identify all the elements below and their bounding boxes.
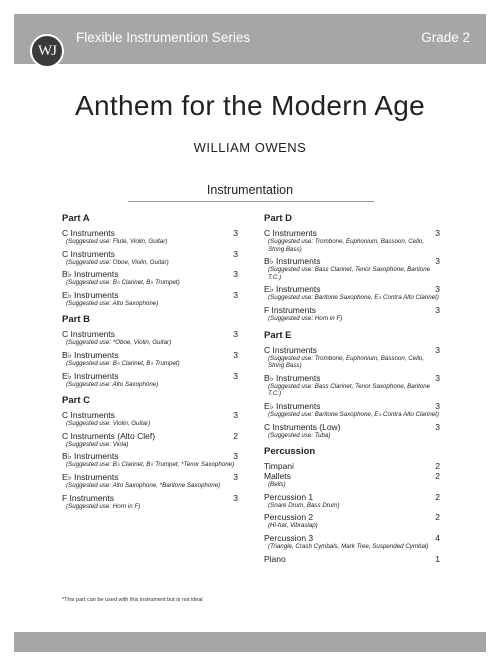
footer-bar [14, 632, 486, 652]
instrument-count: 3 [233, 269, 238, 280]
instrument-name: C Instruments [264, 228, 317, 238]
instrument-name: B♭ Instruments [62, 269, 119, 280]
instrument-count: 3 [435, 421, 440, 432]
suggested-use: (Suggested use: Bass Clarinet, Tenor Saxophone, Baritone T.C.) [268, 382, 431, 398]
grade-label: Grade 2 [421, 30, 470, 45]
instrument-count: 3 [435, 284, 440, 295]
instrument-entry [264, 256, 440, 266]
instrument-name: B♭ Instruments [62, 451, 119, 462]
suggested-use: (Suggested use: Alto Saxophone, *Baritone Saxophone) [66, 481, 221, 489]
instrument-name: C Instruments (Low) [264, 421, 341, 432]
instrument-count: 2 [233, 430, 238, 441]
instrument-name: E♭ Instruments [62, 471, 119, 482]
suggested-use: (Suggested use: B♭ Clarinet, B♭ Trumpet) [66, 279, 180, 287]
instrument-count: 3 [233, 471, 238, 482]
part-title: Part D [264, 213, 292, 224]
instrument-name: C Instruments [62, 329, 115, 340]
instrument-count: 3 [435, 344, 440, 355]
instrument-count: 3 [233, 370, 238, 381]
instrument-name: Piano [264, 553, 286, 564]
instrument-entry [264, 401, 440, 411]
instrument-entry [62, 493, 238, 503]
instrument-count: 3 [233, 289, 238, 300]
suggested-use: (Suggested use: Alto Saxophone) [66, 299, 159, 307]
instrument-name: Timpani [264, 461, 294, 472]
part-section [264, 446, 440, 563]
suggested-use: (Suggested use: *Oboe, Violin, Guitar) [66, 339, 172, 347]
instrument-entry [62, 228, 238, 238]
instrument-count: 2 [435, 461, 440, 472]
instrument-entry [62, 431, 238, 441]
instrument-entry [62, 350, 238, 360]
instrument-name: B♭ Instruments [264, 372, 321, 383]
part-title: Part C [62, 395, 90, 407]
part-title: Part E [264, 329, 292, 341]
instrument-entry [264, 422, 440, 432]
instrument-count: 3 [435, 400, 440, 411]
instrument-name: Mallets [264, 471, 291, 482]
instrument-entry [62, 249, 238, 259]
instrument-entry [264, 305, 440, 315]
suggested-use: (Bells) [268, 481, 286, 489]
suggested-use: (Suggested use: Horn in F) [268, 314, 343, 322]
suggested-use: (Suggested use: Bass Clarinet, Tenor Saxophone, Baritone T.C.) [268, 266, 431, 281]
instrument-name: E♭ Instruments [264, 400, 321, 411]
instrument-entry [264, 492, 440, 502]
instrument-count: 3 [435, 372, 440, 383]
instrument-entry [264, 471, 440, 481]
part-section [62, 213, 238, 307]
series-name: Flexible Instrumention Series [76, 30, 251, 45]
instrument-name: E♭ Instruments [62, 370, 119, 381]
instrument-count: 3 [233, 349, 238, 360]
instrument-entry [62, 290, 238, 300]
instrument-entry [62, 451, 238, 461]
instrument-entry [264, 533, 440, 543]
footnote: *This part can be used with this instrument but is not ideal [62, 597, 203, 603]
part-section [62, 395, 238, 510]
suggested-use: (Suggested use: Baritone Saxophone, E♭ Contra Alto Clarinet) [268, 410, 439, 418]
part-title: Part A [62, 213, 90, 224]
composer-name: WILLIAM OWENS [193, 140, 307, 155]
suggested-use: (Suggested use: Viola) [66, 440, 129, 448]
instrument-entry [264, 554, 440, 564]
instrument-count: 3 [435, 256, 440, 267]
instrument-count: 3 [233, 451, 238, 462]
instrument-entry [264, 228, 440, 238]
instrument-name: E♭ Instruments [264, 284, 321, 295]
instrument-entry [264, 461, 440, 471]
suggested-use: (Suggested use: Flute, Violin, Guitar) [66, 238, 168, 245]
instrument-count: 3 [233, 248, 238, 259]
instrument-count: 2 [435, 491, 440, 502]
instrument-entry [62, 472, 238, 482]
suggested-use: (Suggested use: Tuba) [268, 431, 331, 439]
instrument-name: C Instruments [62, 410, 115, 421]
suggested-use: (Suggested use: Oboe, Violin, Guitar) [66, 258, 169, 266]
instrument-entry [264, 512, 440, 522]
instrument-name: C Instruments [264, 344, 317, 355]
right-column [264, 213, 440, 571]
instrument-name: C Instruments (Alto Clef) [62, 430, 156, 441]
instrument-entry [264, 373, 440, 383]
part-section [264, 330, 440, 440]
instrument-name: E♭ Instruments [62, 289, 119, 300]
page-title: Anthem for the Modern Age [75, 90, 425, 121]
suggested-use: (Hi-hat, Vibraslap) [268, 522, 318, 530]
part-section [62, 314, 238, 388]
instrument-count: 3 [435, 304, 440, 315]
instrument-entry [62, 329, 238, 339]
left-column [62, 213, 238, 517]
suggested-use: (Suggested use: B♭ Clarinet, B♭ Trumpet, *Tenor Saxophone) [66, 461, 235, 469]
instrument-entry [62, 269, 238, 279]
instrumentation-heading: Instrumentation [206, 183, 294, 197]
instrument-count: 3 [233, 492, 238, 503]
part-section [264, 213, 440, 323]
publisher-logo: WJ [30, 34, 64, 68]
instrument-count: 2 [435, 471, 440, 482]
suggested-use: (Suggested use: Violin, Guitar) [66, 420, 151, 428]
instrument-count: 2 [435, 512, 440, 523]
suggested-use: (Suggested use: Trombone, Euphonium, Bassoon, Cello, String Bass) [268, 238, 425, 253]
instrument-entry [62, 410, 238, 420]
suggested-use: (Suggested use: Alto Saxophone) [66, 380, 159, 388]
instrument-count: 3 [233, 410, 238, 421]
instrument-name: B♭ Instruments [62, 349, 119, 360]
instrument-name: B♭ Instruments [264, 256, 321, 267]
instrument-entry [264, 284, 440, 294]
suggested-use: (Suggested use: Horn in F) [66, 502, 141, 510]
instrument-count: 3 [233, 228, 238, 238]
part-title: Percussion [264, 446, 316, 458]
instrument-count: 3 [435, 228, 440, 238]
instrument-name: F Instruments [62, 492, 114, 503]
instrument-count: 3 [233, 329, 238, 340]
instrument-name: Percussion 2 [264, 512, 314, 523]
instrument-name: C Instruments [62, 228, 115, 238]
instrument-name: F Instruments [264, 304, 316, 315]
instrument-name: C Instruments [62, 248, 115, 259]
suggested-use: (Snare Drum, Bass Drum) [268, 501, 340, 509]
instrument-count: 4 [435, 532, 440, 543]
instrument-entry [264, 345, 440, 355]
instrument-count: 1 [435, 553, 440, 564]
suggested-use: (Suggested use: Baritone Saxophone, E♭ Contra Alto Clarinet) [268, 294, 439, 302]
suggested-use: (Suggested use: Trombone, Euphonium, Bassoon, Cello, String Bass) [268, 354, 425, 370]
instrument-name: Percussion 3 [264, 532, 314, 543]
suggested-use: (Suggested use: B♭ Clarinet, B♭ Trumpet) [66, 359, 180, 367]
instrument-name: Percussion 1 [264, 491, 314, 502]
suggested-use: (Triangle, Crash Cymbals, Mark Tree, Suspended Cymbal) [268, 542, 429, 550]
instrument-entry [62, 371, 238, 381]
heading-divider [128, 201, 374, 202]
part-title: Part B [62, 314, 90, 326]
